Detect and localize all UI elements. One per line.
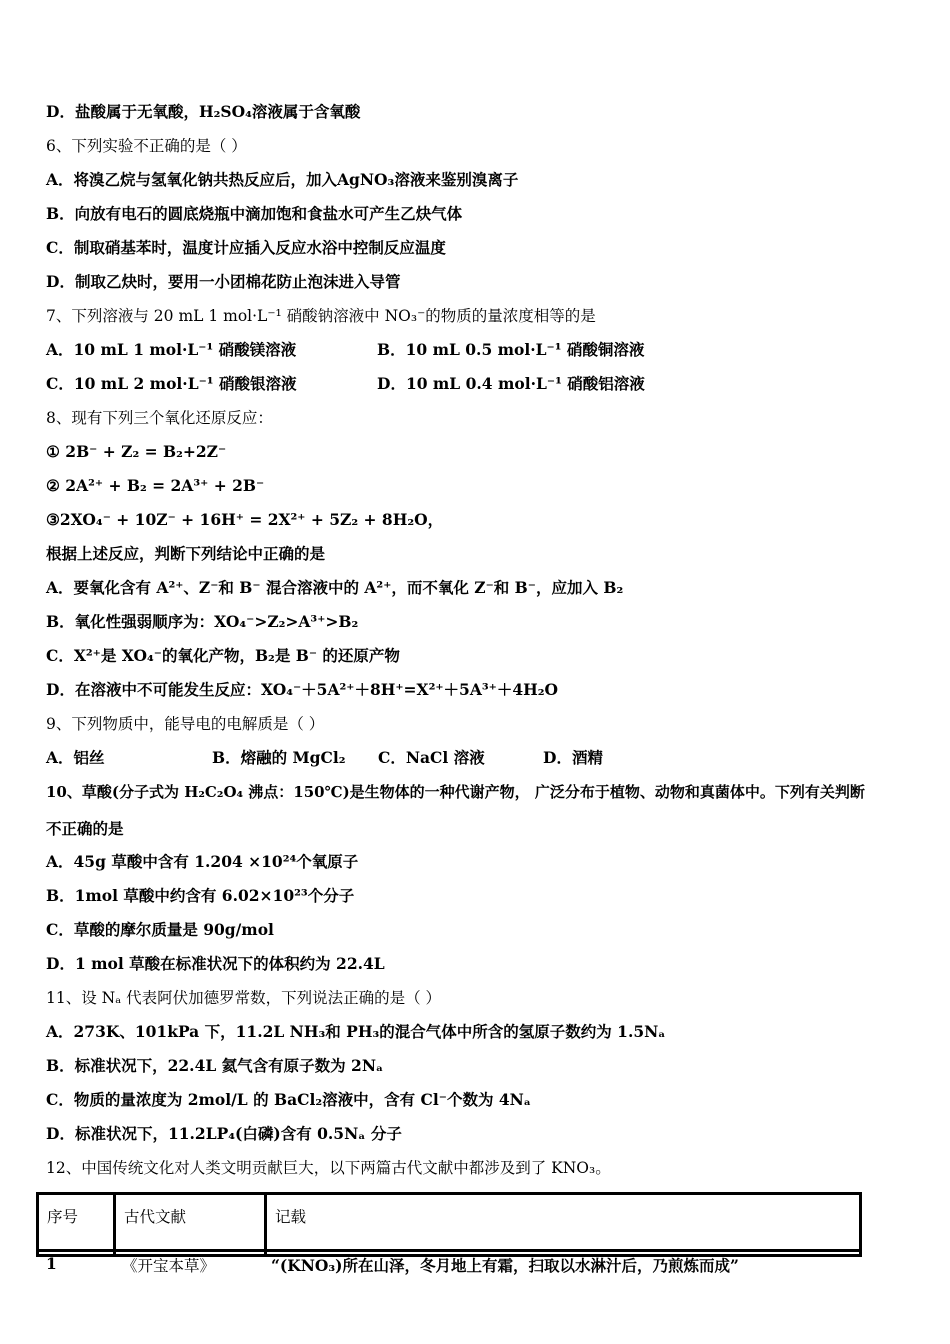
option-11c: C．物质的量浓度为 2mol/L 的 BaCl₂溶液中，含有 Cl⁻个数为 4Nₐ — [46, 1090, 532, 1109]
table-header-index: 序号 — [38, 1194, 115, 1251]
option-10d: D．1 mol 草酸在标准状况下的体积约为 22.4L — [46, 954, 385, 973]
option-8b: B．氧化性强弱顺序为：XO₄⁻>Z₂>A³⁺>B₂ — [46, 612, 359, 631]
option-10a: A．45g 草酸中含有 1.204 ×10²⁴个氧原子 — [46, 852, 359, 871]
table-row-1-record: “(KNO₃)所在山泽，冬月地上有霜，扫取以水淋汁后，乃煎炼而成” — [271, 1256, 739, 1275]
table-header-literature: 古代文献 — [115, 1194, 266, 1251]
option-6d: D．制取乙炔时，要用一小团棉花防止泡沫进入导管 — [46, 272, 401, 291]
option-11d: D．标准状况下，11.2LP₄(白磷)含有 0.5Nₐ 分子 — [46, 1124, 402, 1143]
question-7-stem: 7、下列溶液与 20 mL 1 mol·L⁻¹ 硝酸钠溶液中 NO₃⁻的物质的量浓度相等的是 — [46, 307, 596, 325]
option-7a: A．10 mL 1 mol·L⁻¹ 硝酸镁溶液 — [46, 340, 297, 359]
literature-table — [36, 1192, 862, 1257]
question-9-stem: 9、下列物质中，能导电的电解质是（ ） — [46, 715, 325, 733]
option-6c: C．制取硝基苯时，温度计应插入反应水浴中控制反应温度 — [46, 238, 446, 257]
option-8a: A．要氧化含有 A²⁺、Z⁻和 B⁻ 混合溶液中的 A²⁺，而不氧化 Z⁻和 B⁻，应加入 B₂ — [46, 578, 624, 597]
option-5d: D．盐酸属于无氧酸，H₂SO₄溶液属于含氧酸 — [46, 102, 361, 121]
option-7d: D．10 mL 0.4 mol·L⁻¹ 硝酸铝溶液 — [377, 374, 645, 393]
question-10-stem-line2: 不正确的是 — [46, 819, 124, 838]
reaction-1: ① 2B⁻ + Z₂ = B₂+2Z⁻ — [46, 442, 227, 461]
question-11-stem: 11、设 Nₐ 代表阿伏加德罗常数，下列说法正确的是（ ） — [46, 989, 442, 1007]
option-6a: A．将溴乙烷与氢氧化钠共热反应后，加入AgNO₃溶液来鉴别溴离子 — [46, 170, 519, 189]
option-7b: B．10 mL 0.5 mol·L⁻¹ 硝酸铜溶液 — [377, 340, 645, 359]
question-8-stem: 8、现有下列三个氧化还原反应： — [46, 409, 273, 427]
option-9d: D．酒精 — [543, 748, 603, 767]
option-10c: C．草酸的摩尔质量是 90g/mol — [46, 920, 274, 939]
option-7c: C．10 mL 2 mol·L⁻¹ 硝酸银溶液 — [46, 374, 297, 393]
question-6-stem: 6、下列实验不正确的是（ ） — [46, 137, 247, 155]
reaction-3: ③2XO₄⁻ + 10Z⁻ + 16H⁺ = 2X²⁺ + 5Z₂ + 8H₂O， — [46, 510, 444, 529]
option-11b: B．标准状况下，22.4L 氦气含有原子数为 2Nₐ — [46, 1056, 384, 1075]
option-9b: B．熔融的 MgCl₂ — [212, 748, 346, 767]
option-6b: B．向放有电石的圆底烧瓶中滴加饱和食盐水可产生乙炔气体 — [46, 204, 463, 223]
reaction-2: ② 2A²⁺ + B₂ = 2A³⁺ + 2B⁻ — [46, 476, 265, 495]
table-row-1-index: 1 — [46, 1254, 57, 1273]
option-9a: A．铝丝 — [46, 748, 105, 767]
option-9c: C．NaCl 溶液 — [378, 748, 485, 767]
option-8d: D．在溶液中不可能发生反应：XO₄⁻＋5A²⁺＋8H⁺=X²⁺＋5A³⁺＋4H₂O — [46, 680, 559, 699]
option-8c: C．X²⁺是 XO₄⁻的氧化产物，B₂是 B⁻ 的还原产物 — [46, 646, 400, 665]
question-12-stem: 12、中国传统文化对人类文明贡献巨大，以下两篇古代文献中都涉及到了 KNO₃。 — [46, 1159, 611, 1177]
table-row-1-literature: 《开宝本草》 — [122, 1257, 216, 1275]
question-10-stem-line1: 10、草酸(分子式为 H₂C₂O₄ 沸点：150℃)是生物体的一种代谢产物， 广泛分布于植物、动物和真菌体中。下列有关判断 — [46, 783, 865, 801]
option-10b: B．1mol 草酸中约含有 6.02×10²³个分子 — [46, 886, 355, 905]
question-8-lead: 根据上述反应，判断下列结论中正确的是 — [46, 544, 326, 563]
table-header-record: 记载 — [266, 1194, 861, 1251]
option-11a: A．273K、101kPa 下，11.2L NH₃和 PH₃的混合气体中所含的氢原子数约为 1.5Nₐ — [46, 1022, 666, 1041]
